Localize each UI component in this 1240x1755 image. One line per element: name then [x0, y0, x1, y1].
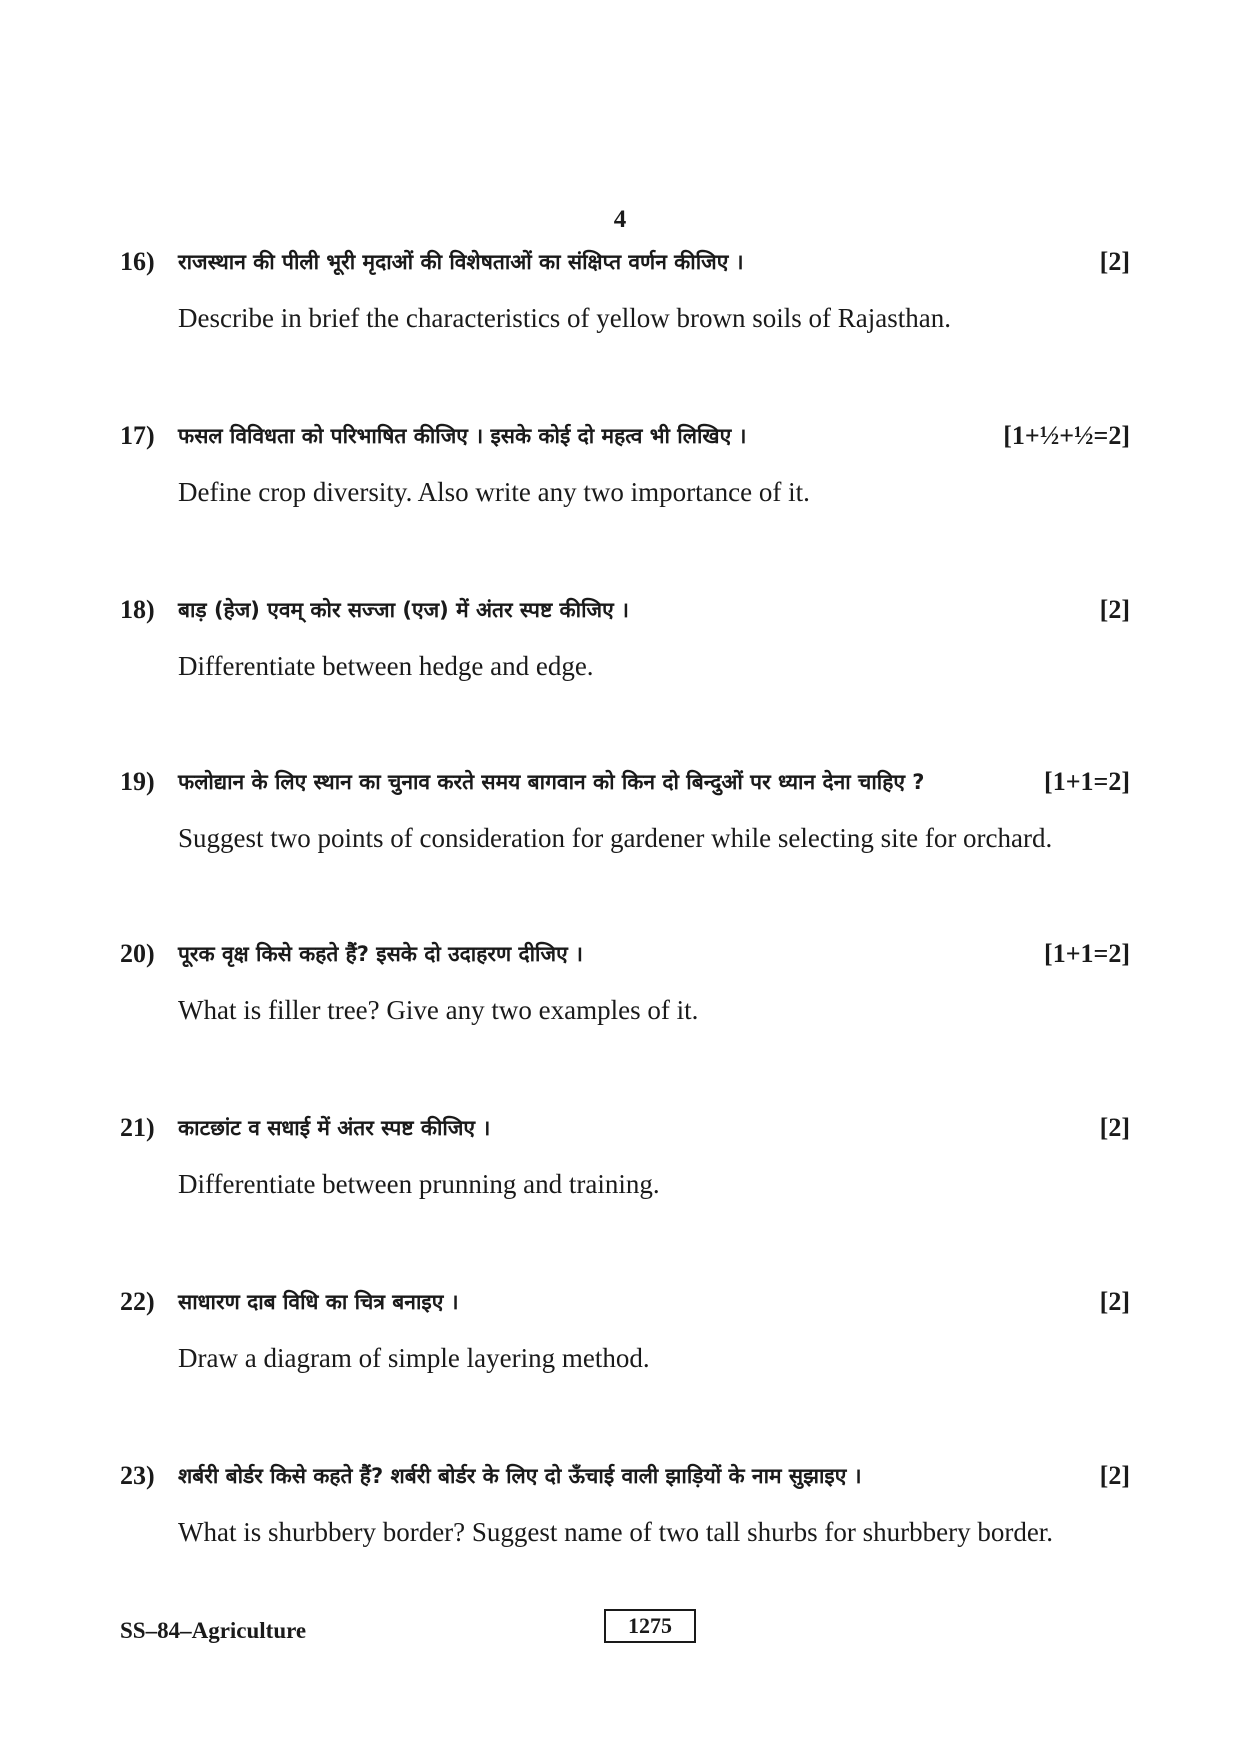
question-text-hindi: फलोद्यान के लिए स्थान का चुनाव करते समय बागवान को किन दो बिन्दुओं पर ध्यान देना चाहिए ? [178, 770, 925, 794]
question-text-english: What is filler tree? Give any two examples of it. [178, 995, 699, 1025]
footer-paper-code: SS–84–Agriculture [120, 1618, 307, 1643]
question-number: 22) [120, 1287, 155, 1316]
question-text-english: Describe in brief the characteristics of yellow brown soils of Rajasthan. [178, 303, 952, 333]
question-number: 20) [120, 939, 155, 968]
question-text-english: Suggest two points of consideration for gardener while selecting site for orchard. [178, 823, 1053, 853]
footer-box-number: 1275 [604, 1609, 696, 1643]
question-text-hindi: बाड़ (हेज) एवम् कोर सज्जा (एज) में अंतर स्पष्ट कीजिए । [178, 598, 630, 622]
question-number: 18) [120, 595, 155, 624]
question-16 [120, 242, 1130, 333]
question-text-hindi: साधारण दाब विधि का चित्र बनाइए । [178, 1290, 459, 1314]
question-text-english: Differentiate between prunning and training. [178, 1169, 660, 1199]
question-text-hindi: शर्बरी बोर्डर किसे कहते हैं? शर्बरी बोर्डर के लिए दो ऊँचाई वाली झाड़ियों के नाम सुझाइए । [178, 1464, 862, 1488]
question-21 [120, 1108, 1130, 1199]
question-19 [120, 762, 1130, 853]
question-18 [120, 590, 1130, 681]
question-text-english: What is shurbbery border? Suggest name of two tall shurbs for shurbbery border. [178, 1517, 1054, 1547]
question-text-hindi: राजस्थान की पीली भूरी मृदाओं की विशेषताओं का संक्षिप्त वर्णन कीजिए । [178, 250, 744, 274]
question-number: 16) [120, 247, 155, 276]
question-text-english: Draw a diagram of simple layering method. [178, 1343, 650, 1373]
question-text-english: Differentiate between hedge and edge. [178, 651, 594, 681]
question-marks: [1+½+½=2] [1003, 421, 1130, 450]
question-marks: [2] [1099, 1113, 1130, 1142]
question-number: 19) [120, 767, 155, 796]
question-23 [120, 1456, 1130, 1547]
question-number: 23) [120, 1461, 155, 1490]
question-number: 21) [120, 1113, 155, 1142]
question-text-hindi: काटछांट व सधाई में अंतर स्पष्ट कीजिए । [178, 1116, 491, 1140]
question-marks: [1+1=2] [1044, 767, 1130, 796]
question-marks: [2] [1099, 1461, 1130, 1490]
question-marks: [2] [1099, 1287, 1130, 1316]
question-20 [120, 934, 1130, 1025]
question-marks: [1+1=2] [1044, 939, 1130, 968]
question-22 [120, 1282, 1130, 1373]
page-number: 4 [613, 206, 627, 233]
question-marks: [2] [1099, 595, 1130, 624]
question-17 [120, 416, 1130, 507]
question-text-hindi: फसल विविधता को परिभाषित कीजिए । इसके कोई दो महत्व भी लिखिए । [178, 424, 747, 448]
question-text-english: Define crop diversity. Also write any two importance of it. [178, 477, 810, 507]
question-text-hindi: पूरक वृक्ष किसे कहते हैं? इसके दो उदाहरण दीजिए । [178, 942, 583, 966]
question-marks: [2] [1099, 247, 1130, 276]
question-number: 17) [120, 421, 155, 450]
